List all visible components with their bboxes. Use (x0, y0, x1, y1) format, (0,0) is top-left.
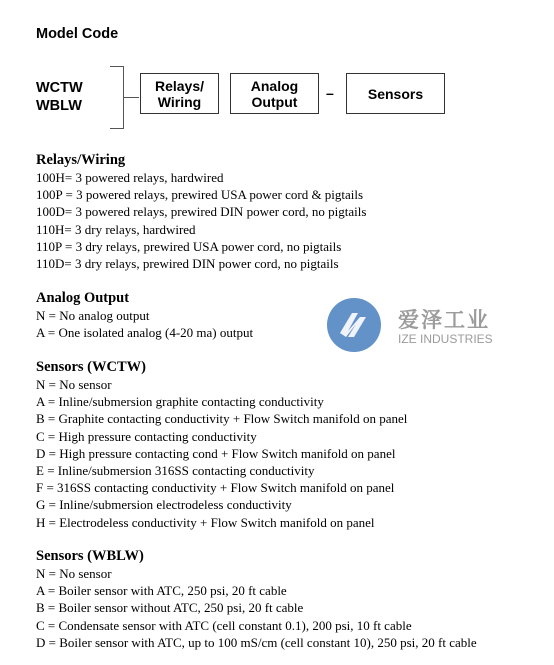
logo-english-text: IZE INDUSTRIES (398, 332, 493, 346)
list-item: B = Boiler sensor without ATC, 250 psi, 20 ft cable (36, 600, 304, 616)
list-item: 100D= 3 powered relays, prewired DIN power cord, no pigtails (36, 204, 367, 220)
list-item: G = Inline/submersion electrodeless conductivity (36, 497, 292, 513)
list-item: D = High pressure contacting cond + Flow Switch manifold on panel (36, 445, 396, 461)
code-box-analog-line2: Output (251, 93, 298, 110)
model-wctw: WCTW (36, 80, 83, 96)
logo-chinese-text: 爱泽工业 (398, 308, 490, 332)
ize-logo-icon (326, 297, 382, 353)
section-relays-wiring (36, 151, 366, 272)
section-sensors-wctw (36, 358, 407, 531)
list-item: A = Inline/submersion graphite contacting conductivity (36, 394, 324, 410)
list-item: C = Condensate sensor with ATC (cell constant 0.1), 200 psi, 10 ft cable (36, 617, 412, 633)
bracket-middle (123, 97, 139, 98)
code-box-sensors: Sensors (346, 73, 445, 114)
page-title: Model Code (36, 26, 119, 42)
model-wblw: WBLW (36, 98, 82, 114)
list-item: C = High pressure contacting conductivity (36, 428, 257, 444)
list-item: 110P = 3 dry relays, prewired USA power cord, no pigtails (36, 238, 342, 254)
code-box-relays-line1: Relays/ (154, 77, 205, 94)
bracket-bottom (110, 128, 124, 129)
section-heading: Sensors (WCTW) (36, 359, 146, 375)
section-analog-output (36, 289, 253, 341)
bracket-top (110, 66, 124, 67)
list-item: F = 316SS contacting conductivity + Flow Switch manifold on panel (36, 480, 395, 496)
section-heading: Analog Output (36, 290, 130, 306)
code-box-analog-line1: Analog (250, 77, 299, 94)
list-item: N = No sensor (36, 566, 112, 581)
list-item: D = Boiler sensor with ATC, up to 100 mS/cm (cell constant 10), 250 psi, 20 ft cable (36, 634, 477, 650)
list-item: B = Graphite contacting conductivity + Flow Switch manifold on panel (36, 411, 408, 427)
list-item: 100P = 3 powered relays, prewired USA power cord & pigtails (36, 187, 364, 203)
list-item: E = Inline/submersion 316SS contacting conductivity (36, 463, 315, 479)
list-item: A = One isolated analog (4-20 ma) output (36, 325, 254, 341)
section-sensors-wblw (36, 547, 477, 651)
list-item: 110D= 3 dry relays, prewired DIN power cord, no pigtails (36, 256, 339, 272)
list-item: A = Boiler sensor with ATC, 250 psi, 20 ft cable (36, 583, 287, 599)
code-separator: – (326, 85, 334, 101)
section-heading: Sensors (WBLW) (36, 548, 144, 564)
list-item: H = Electrodeless conductivity + Flow Switch manifold on panel (36, 514, 375, 530)
section-heading: Relays/Wiring (36, 152, 126, 168)
code-box-analog (230, 73, 319, 114)
list-item: N = No sensor (36, 377, 112, 392)
list-item: 100H= 3 powered relays, hardwired (36, 170, 224, 185)
list-item: N = No analog output (36, 308, 150, 323)
code-box-relays (140, 73, 219, 114)
code-box-relays-line2: Wiring (157, 93, 202, 110)
list-item: 110H= 3 dry relays, hardwired (36, 221, 196, 237)
